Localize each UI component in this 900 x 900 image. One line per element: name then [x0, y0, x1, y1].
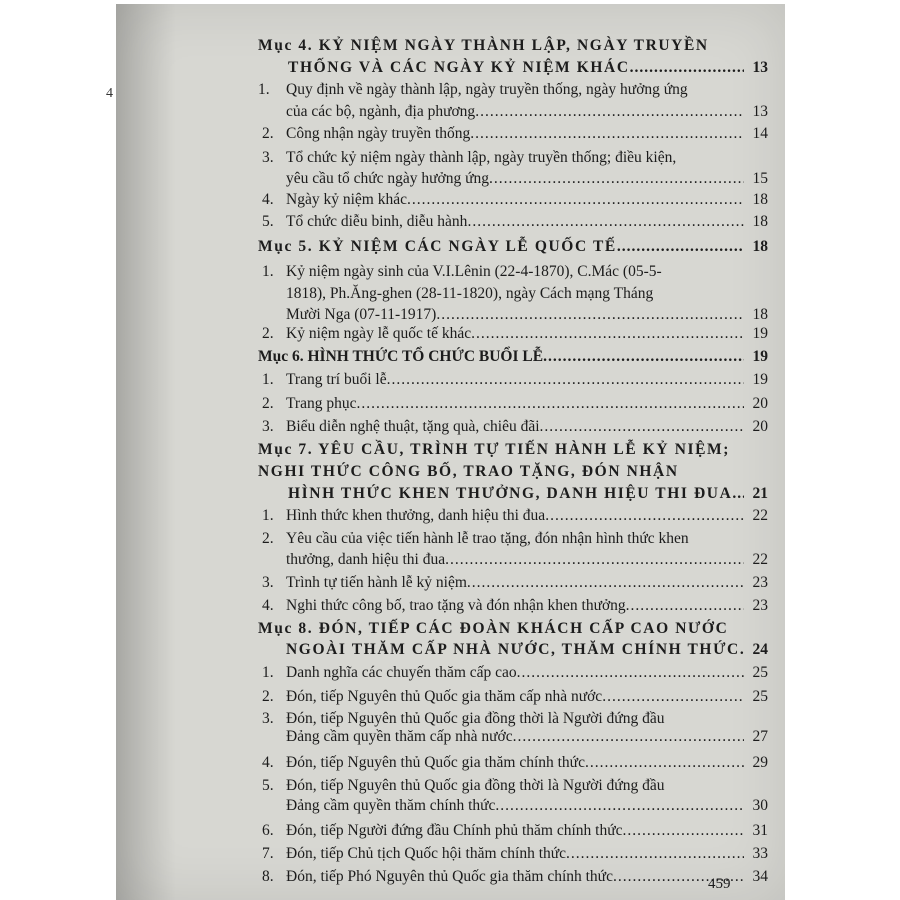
toc-entry[interactable]: [262, 572, 768, 594]
s4-item-3-page: 15: [752, 170, 768, 187]
s8-item-3-num: 3.: [262, 710, 274, 727]
dot-leader: [467, 572, 744, 594]
s4-item-1-page: 13: [752, 103, 768, 120]
toc-entry[interactable]: [262, 369, 768, 391]
s8-item-6-page: 31: [752, 822, 768, 839]
section-5-page: 18: [752, 238, 768, 255]
s7-item-4-text: Nghi thức công bố, trao tặng và đón nhận khen thưởng: [286, 597, 626, 614]
toc-entry[interactable]: [262, 168, 768, 190]
s4-item-2-text: Công nhận ngày truyền thống: [286, 125, 471, 142]
s8-item-2-num: 2.: [262, 688, 274, 705]
s5-item-1-num: 1.: [262, 263, 274, 280]
s8-item-6-text: Đón, tiếp Người đứng đầu Chính phủ thăm chính thức: [286, 822, 623, 839]
s5-item-2-page: 19: [752, 325, 768, 342]
s7-item-1-text: Hình thức khen thưởng, danh hiệu thi đua: [286, 507, 546, 524]
s7-item-2-num: 2.: [262, 530, 274, 547]
s6-item-1-text: Trang trí buổi lễ: [286, 371, 387, 388]
s4-item-3-line-1: Tổ chức kỷ niệm ngày thành lập, ngày truyền thống; điều kiện,: [286, 149, 677, 166]
s4-item-1-line-2: của các bộ, ngành, địa phương: [286, 103, 476, 120]
s7-item-1-page: 22: [752, 507, 768, 524]
toc-entry[interactable]: [262, 211, 768, 233]
s6-item-2-text: Trang phục: [286, 395, 357, 412]
s7-item-2-line-1: Yêu cầu của việc tiến hành lễ trao tặng, đón nhận hình thức khen: [286, 530, 689, 547]
s7-item-2-page: 22: [752, 551, 768, 568]
s5-item-1-first: [262, 261, 768, 283]
s4-item-4-num: 4.: [262, 191, 274, 208]
toc-entry[interactable]: [262, 662, 768, 684]
dot-leader: [513, 726, 744, 748]
toc-entry[interactable]: [262, 416, 768, 438]
s7-item-2-first: [262, 528, 768, 550]
s5-item-2-num: 2.: [262, 325, 274, 342]
s6-item-3-num: 3.: [262, 418, 274, 435]
dot-leader: [626, 595, 744, 617]
dot-leader: [566, 843, 744, 865]
s6-item-2-num: 2.: [262, 395, 274, 412]
s8-item-5-num: 5.: [262, 777, 274, 794]
s4-item-4-page: 18: [752, 191, 768, 208]
toc-entry[interactable]: [262, 505, 768, 527]
dot-leader: [622, 820, 744, 842]
s4-item-4-text: Ngày kỷ niệm khác: [286, 191, 407, 208]
s6-item-1-num: 1.: [262, 371, 274, 388]
section-7-title-line-3: HÌNH THỨC KHEN THƯỞNG, DANH HIỆU THI ĐUA: [288, 485, 733, 502]
s8-item-5-line-2: Đảng cầm quyền thăm chính thức: [286, 797, 496, 814]
dot-leader: [475, 101, 744, 123]
s8-item-1-page: 25: [752, 664, 768, 681]
toc-entry[interactable]: [262, 726, 768, 748]
toc-entry[interactable]: [262, 101, 768, 123]
s8-item-4-text: Đón, tiếp Nguyên thủ Quốc gia thăm chính thức: [286, 754, 585, 771]
dot-leader: [602, 686, 744, 708]
s6-item-3-page: 20: [752, 418, 768, 435]
s4-item-1-line-1: Quy định về ngày thành lập, ngày truyền thống, ngày hưởng ứng: [286, 81, 688, 98]
dot-leader: [495, 795, 744, 817]
section-8-page: 24: [752, 641, 768, 658]
s8-item-6-num: 6.: [262, 822, 274, 839]
page-shadow: [116, 4, 176, 900]
toc-entry[interactable]: [262, 595, 768, 617]
s8-item-3-line-1: Đón, tiếp Nguyên thủ Quốc gia đồng thời là Người đứng đầu: [286, 710, 665, 727]
s7-item-2-line-2: thưởng, danh hiệu thi đua: [286, 551, 446, 568]
section-5-title: Mục 5. KỶ NIỆM CÁC NGÀY LỄ QUỐC TẾ: [258, 238, 617, 255]
section-7-title-line-1: Mục 7. YÊU CẦU, TRÌNH TỰ TIẾN HÀNH LỄ KỶ NIỆM;: [258, 441, 731, 458]
s8-item-5-line-1: Đón, tiếp Nguyên thủ Quốc gia đồng thời là Người đứng đầu: [286, 777, 665, 794]
section-8-title-line-1: Mục 8. ĐÓN, TIẾP CÁC ĐOÀN KHÁCH CẤP CAO NƯỚC: [258, 620, 729, 637]
section-4-title-line-1: Mục 4. KỶ NIỆM NGÀY THÀNH LẬP, NGÀY TRUYỀN: [258, 37, 709, 54]
toc-entry[interactable]: [262, 820, 768, 842]
toc-entry[interactable]: [262, 843, 768, 865]
s4-item-5-page: 18: [752, 213, 768, 230]
toc-entry[interactable]: [262, 686, 768, 708]
s8-item-7-num: 7.: [262, 845, 274, 862]
section-6-title: Mục 6. HÌNH THỨC TỔ CHỨC BUỔI LỄ: [258, 348, 544, 365]
s8-item-1-text: Danh nghĩa các chuyến thăm cấp cao: [286, 664, 517, 681]
section-7-heading[interactable]: [258, 483, 768, 505]
section-6-page: 19: [752, 348, 768, 365]
section-4-page: 13: [752, 59, 768, 76]
s8-item-7-text: Đón, tiếp Chủ tịch Quốc hội thăm chính thức: [286, 845, 567, 862]
s8-item-8-page: 34: [752, 868, 768, 885]
s7-item-1-num: 1.: [262, 507, 274, 524]
s4-item-2-page: 14: [752, 125, 768, 142]
section-6-heading[interactable]: [258, 346, 768, 368]
dot-leader: [732, 483, 744, 505]
toc-entry[interactable]: [262, 123, 768, 145]
toc-entry[interactable]: [262, 795, 768, 817]
s4-item-5-num: 5.: [262, 213, 274, 230]
dot-leader: [617, 236, 744, 258]
toc-entry[interactable]: [262, 752, 768, 774]
s5-item-1-line-3: Mười Nga (07-11-1917): [286, 306, 437, 323]
section-5-heading[interactable]: [258, 236, 768, 258]
section-8-heading[interactable]: [258, 639, 768, 661]
toc-entry[interactable]: [262, 549, 768, 571]
dot-leader: [540, 416, 744, 438]
s5-item-2-text: Kỷ niệm ngày lễ quốc tế khác: [286, 325, 472, 342]
section-4-title-line-2: THỐNG VÀ CÁC NGÀY KỶ NIỆM KHÁC: [288, 59, 630, 76]
s4-item-3-first: [262, 147, 768, 169]
s8-item-7-page: 33: [752, 845, 768, 862]
s8-item-3-page: 27: [752, 728, 768, 745]
dot-leader: [630, 57, 744, 79]
s4-item-3-line-2: yêu cầu tổ chức ngày hưởng ứng: [286, 170, 489, 187]
s4-item-5-text: Tổ chức diễu binh, diễu hành: [286, 213, 468, 230]
dot-leader: [407, 189, 744, 211]
dot-leader: [489, 168, 744, 190]
s4-item-3-num: 3.: [262, 149, 274, 166]
dot-leader: [467, 211, 744, 233]
margin-mark: 4: [106, 86, 113, 101]
dot-leader: [445, 549, 744, 571]
s4-item-1-num: 1.: [258, 81, 270, 98]
s6-item-2-page: 20: [752, 395, 768, 412]
dot-leader: [471, 323, 744, 345]
s5-item-1-line-2: 1818), Ph.Ăng-ghen (28-11-1820), ngày Cách mạng Tháng: [286, 285, 654, 302]
s5-item-1-page: 18: [752, 306, 768, 323]
s7-item-3-page: 23: [752, 574, 768, 591]
s8-item-1-num: 1.: [262, 664, 274, 681]
s7-item-3-num: 3.: [262, 574, 274, 591]
toc-entry[interactable]: [262, 866, 768, 888]
toc-entry[interactable]: [262, 393, 768, 415]
s6-item-1-page: 19: [752, 371, 768, 388]
s5-item-1-line-1: Kỷ niệm ngày sinh của V.I.Lênin (22-4-1870), C.Mác (05-5-: [286, 263, 662, 280]
s6-item-3-text: Biểu diễn nghệ thuật, tặng quà, chiêu đãi: [286, 418, 540, 435]
s7-item-3-text: Trình tự tiến hành lễ kỷ niệm: [286, 574, 467, 591]
s4-item-2-num: 2.: [262, 125, 274, 142]
toc-entry[interactable]: [262, 189, 768, 211]
s8-item-3-line-2: Đảng cầm quyền thăm cấp nhà nước: [286, 728, 513, 745]
dot-leader: [387, 369, 744, 391]
section-4-heading[interactable]: [258, 57, 768, 79]
s8-item-4-num: 4.: [262, 754, 274, 771]
dot-leader: [470, 123, 744, 145]
s8-item-4-page: 29: [752, 754, 768, 771]
toc-entry[interactable]: [262, 323, 768, 345]
dot-leader: [356, 393, 744, 415]
dot-leader: [543, 346, 744, 368]
dot-leader: [545, 505, 744, 527]
s7-item-4-page: 23: [752, 597, 768, 614]
s8-item-8-num: 8.: [262, 868, 274, 885]
s8-item-2-text: Đón, tiếp Nguyên thủ Quốc gia thăm cấp nhà nước: [286, 688, 603, 705]
section-7-page: 21: [752, 485, 768, 502]
section-7-title-line-2: NGHI THỨC CÔNG BỐ, TRAO TẶNG, ĐÓN NHẬN: [258, 463, 679, 480]
dot-leader: [585, 752, 744, 774]
s8-item-5-first: [262, 775, 768, 797]
page-number: 459: [708, 876, 731, 892]
dot-leader: [517, 662, 744, 684]
s8-item-8-text: Đón, tiếp Phó Nguyên thủ Quốc gia thăm chính thức: [286, 868, 613, 885]
section-8-title-line-2: NGOÀI THĂM CẤP NHÀ NƯỚC, THĂM CHÍNH THỨC: [286, 641, 740, 658]
s7-item-4-num: 4.: [262, 597, 274, 614]
s8-item-5-page: 30: [752, 797, 768, 814]
s8-item-2-page: 25: [752, 688, 768, 705]
